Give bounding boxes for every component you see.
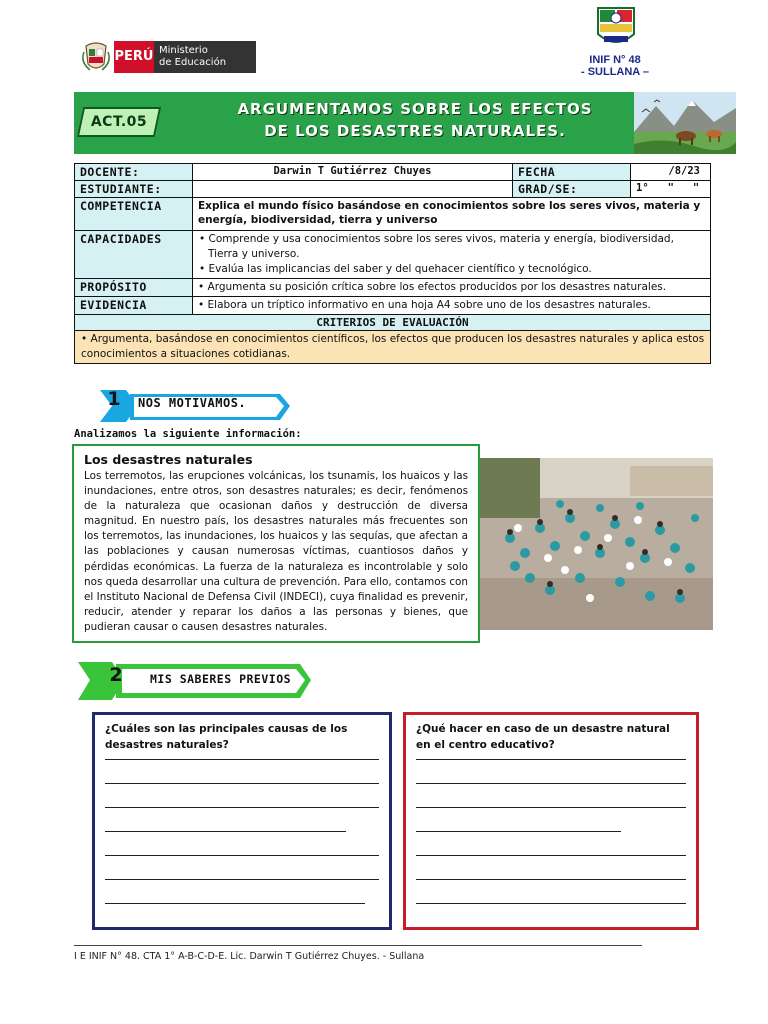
desastres-card: [72, 444, 480, 643]
answer-line[interactable]: [105, 879, 379, 880]
desastres-card-title: Los desastres naturales: [84, 452, 253, 467]
competencia-value: Explica el mundo físico basándose en conocimientos sobre los seres vivos, materia y energía, biodiversidad, tierra y universo: [193, 198, 711, 231]
criterios-label: CRITERIOS DE EVALUACIÓN: [75, 315, 711, 331]
ministry-logo: [154, 41, 256, 73]
capacidad-item: • Comprende y usa conocimientos sobre los seres vivos, materia y energía, biodiversidad, Tierra y universo.: [199, 233, 674, 260]
fecha-value: /8/23: [631, 164, 711, 181]
school-line-1: INIF N° 48: [589, 54, 641, 66]
desastres-card-body: Los terremotos, las erupciones volcánicas, los tsunamis, los huaicos y las inundaciones, entre otros, son desastres naturales; es decir, fenómenos de la naturaleza que ocasionan daños y destrucción de diversa magnitud. En nuestro país, los desastres naturales más frecuentes son los terremotos, las inundaciones, los huaicos y las sequías, que afectan a las poblaciones y causan numerosas víctimas, cuantiosos daños y pérdidas económicas. La fuerza de la naturaleza es incontrolable y solo nos queda desarrollar una cultura de prevención. Para ello, contamos con el Instituto Nacional de Defensa Civil (INDECI), cuya finalidad es prevenir, reducir, atender y reparar los daños a las personas y bienes, que pudieran causar o causen desastres naturales.: [84, 470, 468, 633]
capacidades-label: CAPACIDADES: [75, 231, 193, 279]
school-line-2: - SULLANA –: [580, 66, 650, 78]
activity-tag-label: ACT.05: [90, 114, 148, 130]
answer-line[interactable]: [416, 855, 686, 856]
grado-label: GRAD/SE:: [513, 181, 631, 198]
capacidades-list: [193, 231, 711, 279]
answer-line[interactable]: [105, 783, 379, 784]
criterios-value: • Argumenta, basándose en conocimientos científicos, los efectos que producen los desastres naturales y aplica estos conocimientos a situaciones cotidianas.: [75, 331, 711, 364]
page-title: [200, 98, 630, 142]
peru-logo: PERÚ: [114, 41, 154, 73]
footer-divider: [74, 945, 642, 946]
proposito-label: PROPÓSITO: [75, 279, 193, 297]
activity-info-table: [74, 163, 711, 364]
question-2-text: ¿Qué hacer en caso de un desastre natural en el centro educativo?: [416, 723, 670, 751]
title-line-1: ARGUMENTAMOS SOBRE LOS EFECTOS: [237, 100, 593, 118]
capacidad-item: • Evalúa las implicancias del saber y del quehacer científico y tecnológico.: [199, 263, 592, 275]
docente-label: DOCENTE:: [75, 164, 193, 181]
landscape-illustration: [634, 92, 736, 154]
ministry-label-2: de Educación: [159, 57, 227, 68]
fecha-label: FECHA: [513, 164, 631, 181]
question-1-text: ¿Cuáles son las principales causas de los desastres naturales?: [105, 723, 348, 751]
answer-line[interactable]: [105, 759, 379, 760]
ministry-label-1: Ministerio: [159, 45, 208, 56]
answer-line[interactable]: [416, 807, 686, 808]
students-drill-photo: [480, 458, 713, 630]
answer-line[interactable]: [416, 831, 621, 832]
proposito-value: • Argumenta su posición crítica sobre los efectos producidos por los desastres naturales.: [193, 279, 711, 297]
evidencia-label: EVIDENCIA: [75, 297, 193, 315]
answer-line[interactable]: [105, 903, 365, 904]
section-2-number: 2: [109, 664, 123, 686]
page-footer: I E INIF N° 48. CTA 1° A-B-C-D-E. Lic. Darwin T Gutiérrez Chuyes. - Sullana: [74, 951, 425, 962]
school-identifier: [560, 54, 670, 78]
docente-value: Darwin T Gutiérrez Chuyes: [193, 164, 513, 181]
competencia-label: COMPETENCIA: [75, 198, 193, 231]
estudiante-value[interactable]: [193, 181, 513, 198]
section-1-intro: Analizamos la siguiente información:: [74, 428, 302, 440]
answer-line[interactable]: [416, 903, 686, 904]
estudiante-label: ESTUDIANTE:: [75, 181, 193, 198]
school-crest-icon: [594, 4, 638, 52]
answer-line[interactable]: [416, 759, 686, 760]
answer-line[interactable]: [105, 855, 379, 856]
answer-line[interactable]: [416, 879, 686, 880]
answer-line[interactable]: [105, 807, 379, 808]
section-1-number: 1: [107, 388, 121, 410]
question-1-box: [92, 712, 392, 930]
title-line-2: DE LOS DESASTRES NATURALES.: [264, 122, 566, 140]
answer-line[interactable]: [105, 831, 346, 832]
answer-line[interactable]: [416, 783, 686, 784]
evidencia-value: • Elabora un tríptico informativo en una hoja A4 sobre uno de los desastres naturales.: [193, 297, 711, 315]
national-shield-icon: [82, 40, 110, 74]
section-2-title: MIS SABERES PREVIOS: [150, 672, 292, 686]
question-2-box: [403, 712, 699, 930]
grado-value: 1° " ": [631, 181, 711, 198]
section-1-title: NOS MOTIVAMOS.: [138, 396, 247, 410]
